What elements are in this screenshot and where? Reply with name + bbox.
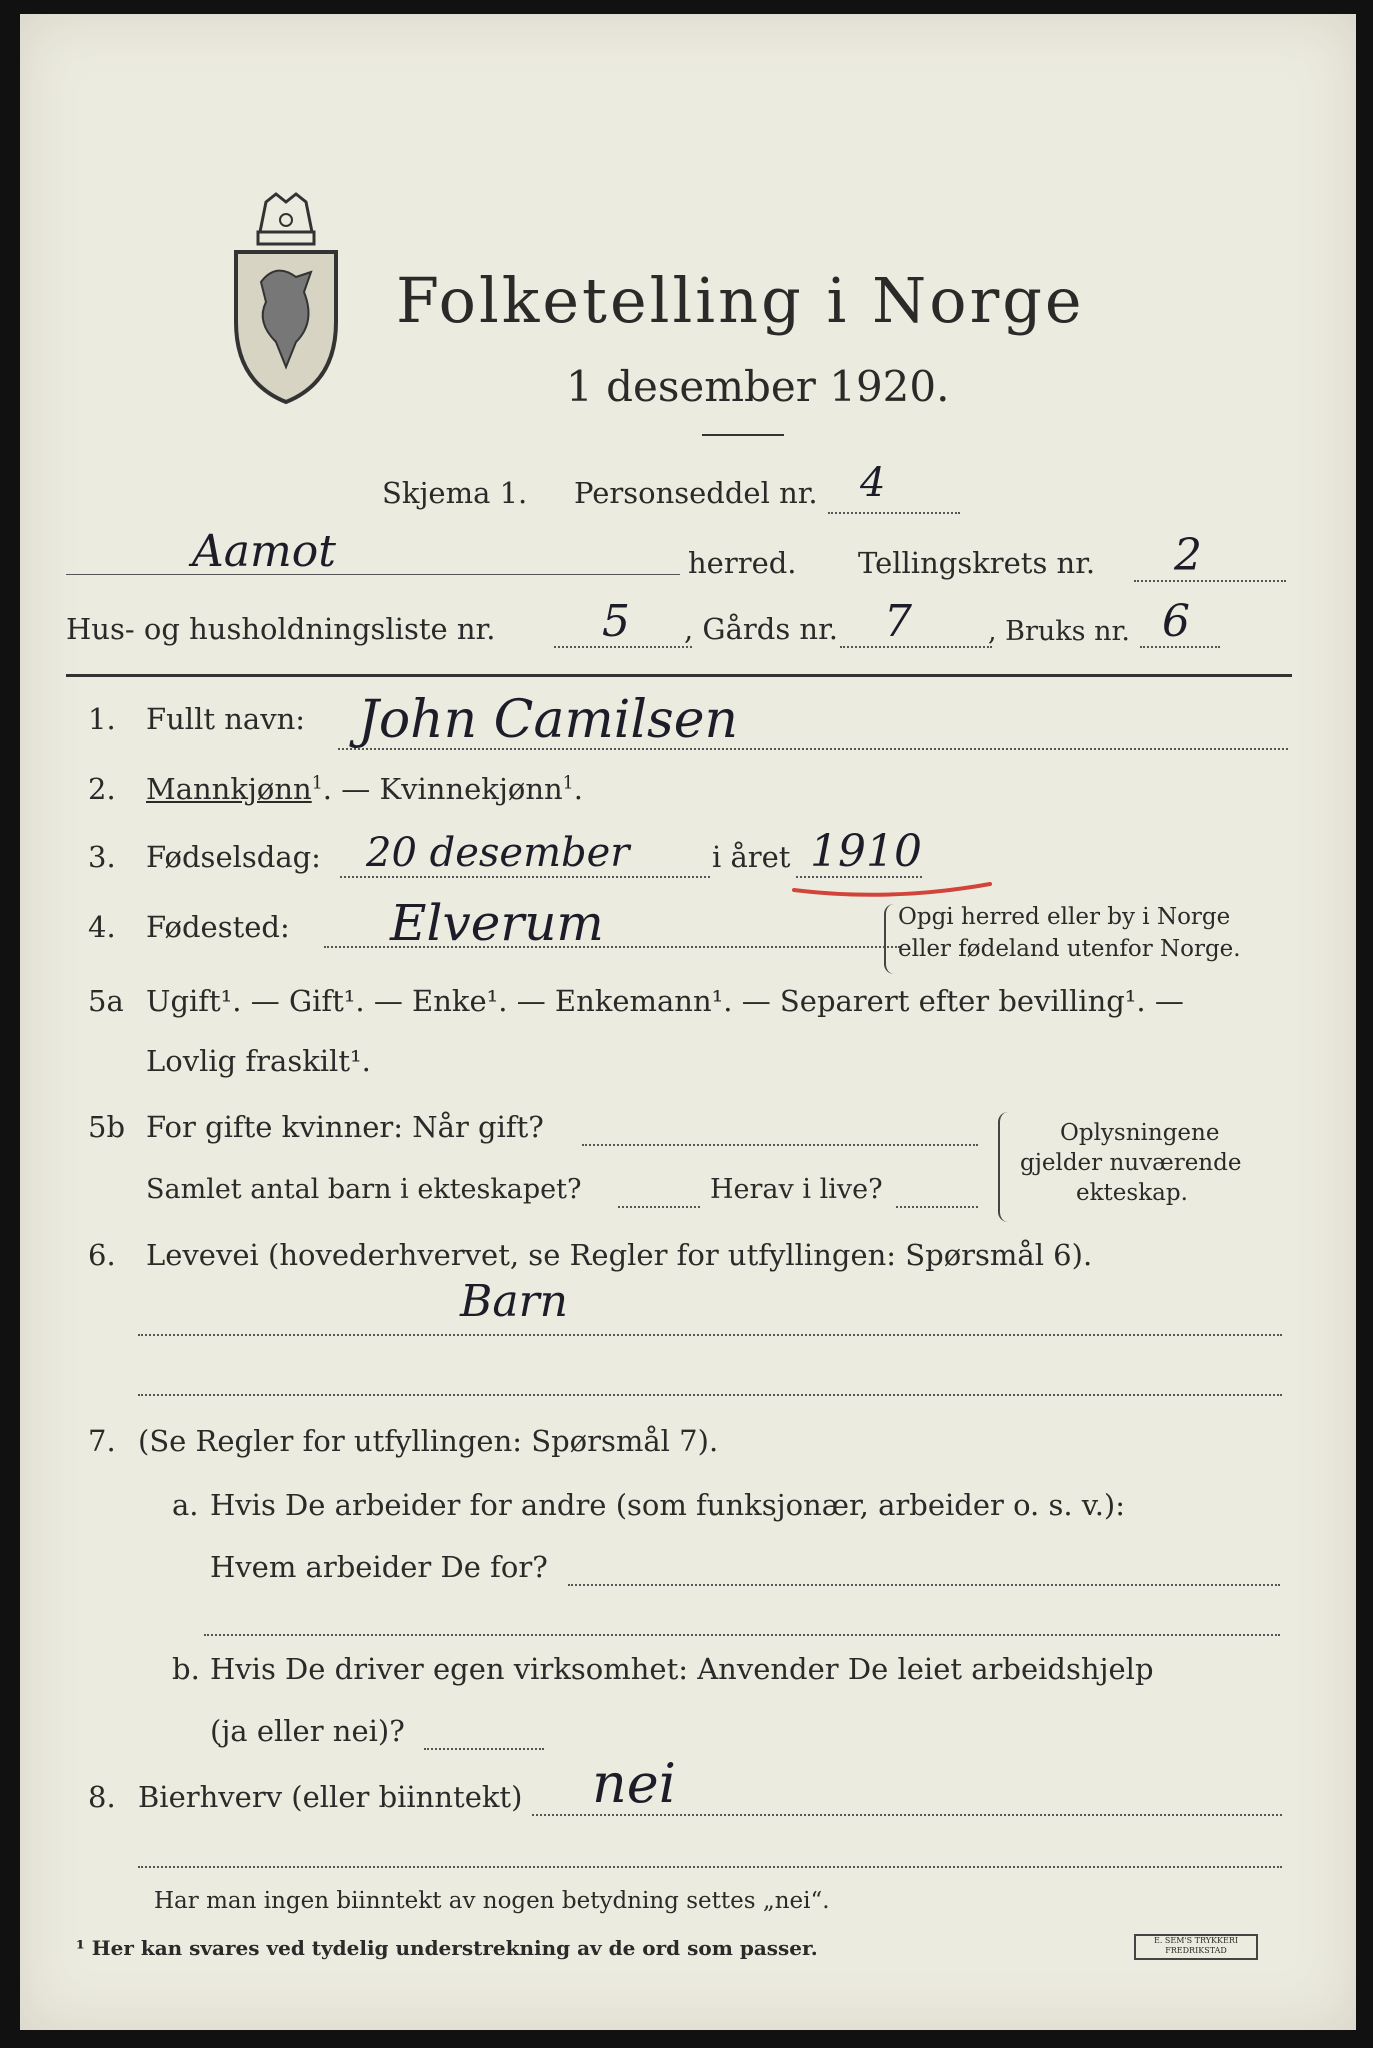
bruks-label: , Bruks nr. xyxy=(988,616,1131,647)
q5b-married-when: For gifte kvinner: Når gift? xyxy=(146,1110,544,1144)
census-form: Folketelling i Norge 1 desember 1920. Skjema 1. Personseddel nr. 4 Aamot herred. Tellingskrets nr. 2 Hus- og husholdningsliste nr. 5 , Gårds nr. 7 , Bruks nr. 6 1. Fullt navn: John Camilsen 2. Mannkjønn$^1$. — Kvinnekjønn$^1$. 3. Fødselsdag: 20 desember i året 1910 4. Fødested: Elverum Opgi herred eller by i Norge eller fødeland utenfor Norge. 5a Ugift¹. — Gift¹. — Enke¹. — Enkemann¹. — Separert efter bevilling¹. — Lovlig fraskilt¹. 5b For gifte kvinner: Når gift? Samlet antal barn i ekteskapet? Herav i live? Oplysningene gjelder nuværende ekteskap. 6. Levevei (hovederhvervet, se Regler for utfyllingen: Spørsmål 6). Barn 7. (Se Regler for utfyllingen: Spørsmål 7). a. Hvis De arbeider for andre (som funksjonær, arbeider o. s. v.): Hvem arbeider De for? b. Hvis De driver egen virksomhet: Anvender De leiet arbeidshjelp (ja eller nei)? 8. Bierhverv (eller biinntekt) nei Har man ingen biinntekt av nogen betydning settes „nei“. ¹ Her kan svares ved tydelig understrekning av de ord som passer. E. SEM'S TRYKKERI FREDRIKSTAD xyxy=(20,14,1356,2030)
bruks-value: 6 xyxy=(1162,596,1190,647)
red-pencil-mark xyxy=(790,874,1000,904)
q6-label: Levevei (hovederhvervet, se Regler for utfyllingen: Spørsmål 6). xyxy=(146,1238,1093,1272)
hus-value: 5 xyxy=(602,596,630,647)
gards-value: 7 xyxy=(884,596,912,647)
herred-value: Aamot xyxy=(192,526,336,577)
q2-female-option: Kvinnekjønn xyxy=(379,772,563,806)
gards-label: , Gårds nr. xyxy=(684,612,838,646)
printer-stamp: E. SEM'S TRYKKERI FREDRIKSTAD xyxy=(1134,1934,1258,1960)
header-divider xyxy=(66,674,1292,677)
q5b-children: Samlet antal barn i ekteskapet? xyxy=(146,1174,582,1205)
personseddel-value: 4 xyxy=(860,460,886,506)
q1-label: Fullt navn: xyxy=(146,702,306,736)
q3-birth-date: 20 desember xyxy=(366,830,630,876)
q5a-civil-status: Ugift¹. — Gift¹. — Enke¹. — Enkemann¹. — Separert efter bevilling¹. — xyxy=(146,984,1184,1018)
q7a-employer-label: Hvem arbeider De for? xyxy=(210,1550,548,1584)
personseddel-label: Personseddel nr. xyxy=(574,476,818,510)
title-divider xyxy=(702,434,784,436)
coat-of-arms-icon xyxy=(226,192,346,412)
q2-male-option: Mannkjønn xyxy=(146,772,312,806)
hus-label: Hus- og husholdningsliste nr. xyxy=(66,612,496,646)
q6-occupation: Barn xyxy=(460,1276,568,1327)
q8-label: Bierhverv (eller biinntekt) xyxy=(138,1780,523,1814)
form-date: 1 desember 1920. xyxy=(566,362,950,411)
q5b-alive: Herav i live? xyxy=(710,1174,883,1205)
q3-birth-year: 1910 xyxy=(810,826,922,877)
q4-note: Opgi herred eller by i Norge xyxy=(898,904,1231,930)
tellingskrets-value: 2 xyxy=(1174,530,1202,581)
q3-label: Fødselsdag: xyxy=(146,840,321,874)
footnote: ¹ Her kan svares ved tydelig understrekning av de ord som passer. xyxy=(76,1936,818,1960)
skjema-label: Skjema 1. xyxy=(382,476,528,510)
q1-full-name: John Camilsen xyxy=(358,690,738,750)
q8-side-income: nei xyxy=(592,1752,677,1815)
q5b-note: Oplysningene xyxy=(1060,1120,1220,1146)
q7a-question: Hvis De arbeider for andre (som funksjonær, arbeider o. s. v.): xyxy=(210,1488,1126,1522)
q4-birthplace: Elverum xyxy=(390,894,604,952)
herred-label: herred. xyxy=(688,546,797,580)
q3-year-label: i året xyxy=(712,840,791,874)
q4-label: Fødested: xyxy=(146,910,290,944)
form-title: Folketelling i Norge xyxy=(396,264,1085,337)
q7b-question: Hvis De driver egen virksomhet: Anvender De leiet arbeidshjelp xyxy=(210,1652,1154,1686)
tellingskrets-label: Tellingskrets nr. xyxy=(858,546,1096,580)
q7-label: (Se Regler for utfyllingen: Spørsmål 7). xyxy=(138,1424,719,1458)
q2-gender: Mannkjønn$^1$. — Kvinnekjønn$^1$. xyxy=(146,772,583,806)
footer-note: Har man ingen biinntekt av nogen betydning settes „nei“. xyxy=(154,1888,830,1914)
q7b-answer-label: (ja eller nei)? xyxy=(210,1714,405,1748)
